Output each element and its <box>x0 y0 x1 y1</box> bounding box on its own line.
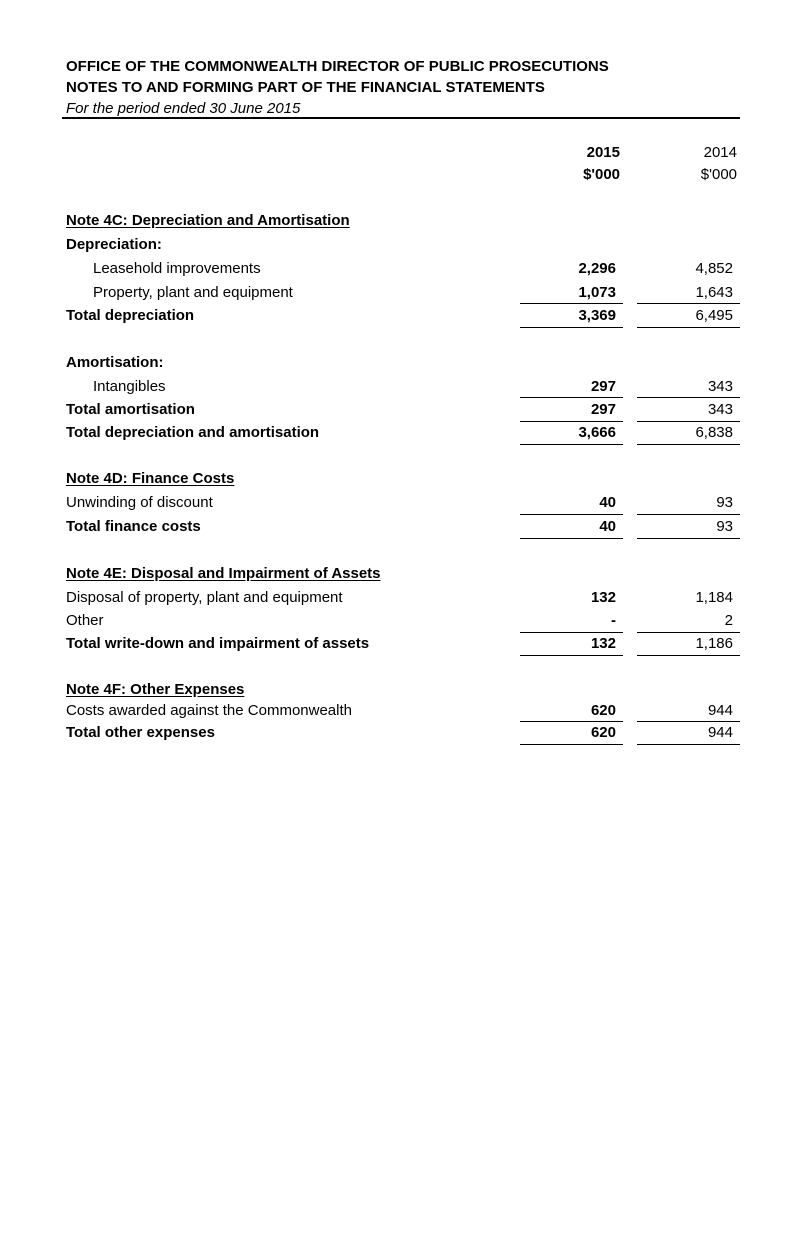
total-line <box>520 444 623 445</box>
subtotal-line <box>520 303 623 304</box>
amortisation-heading-row <box>0 352 803 374</box>
value-2014: 1,184 <box>695 589 733 606</box>
value-2015: 132 <box>590 635 616 652</box>
value-2014: 6,495 <box>695 307 733 324</box>
total-line <box>637 538 740 539</box>
total-line <box>520 327 623 328</box>
row-label: Total write-down and impairment of assets <box>66 635 370 652</box>
value-2014: 944 <box>707 724 733 741</box>
total-row <box>0 399 803 421</box>
row-label: Leasehold improvements <box>93 260 261 277</box>
row-label: Unwinding of discount <box>66 494 213 511</box>
note-4c-title: Note 4C: Depreciation and Amortisation <box>66 212 350 229</box>
total-row <box>0 633 803 655</box>
row-label: Total other expenses <box>66 724 215 741</box>
row-label: Property, plant and equipment <box>93 284 293 301</box>
value-2014: 6,838 <box>695 424 733 441</box>
column-year-2014: 2014 <box>703 144 737 161</box>
value-2014: 2 <box>724 612 733 629</box>
total-row <box>0 722 803 744</box>
total-row <box>0 422 803 444</box>
agency-title: OFFICE OF THE COMMONWEALTH DIRECTOR OF PUBLIC PROSECUTIONS <box>66 58 609 75</box>
total-line <box>637 744 740 745</box>
note-4e-title: Note 4E: Disposal and Impairment of Assets <box>66 565 381 582</box>
total-line <box>637 327 740 328</box>
table-row <box>0 492 803 514</box>
total-row <box>0 305 803 327</box>
value-2014: 93 <box>716 494 733 511</box>
value-2014: 4,852 <box>695 260 733 277</box>
column-header-2015 <box>520 142 620 186</box>
table-row <box>0 610 803 632</box>
table-row <box>0 282 803 304</box>
value-2015: - <box>611 612 616 629</box>
amortisation-heading: Amortisation: <box>66 354 164 371</box>
table-row <box>0 258 803 280</box>
total-line <box>520 744 623 745</box>
table-row <box>0 700 803 722</box>
value-2015: 620 <box>590 724 616 741</box>
value-2015: 3,369 <box>578 307 616 324</box>
value-2014: 93 <box>716 518 733 535</box>
value-2014: 1,186 <box>695 635 733 652</box>
total-line <box>637 444 740 445</box>
column-header-2014 <box>637 142 737 186</box>
value-2014: 944 <box>707 702 733 719</box>
row-label: Other <box>66 612 104 629</box>
period-subtitle: For the period ended 30 June 2015 <box>66 100 301 117</box>
note-4e-title-row <box>0 563 803 585</box>
total-line <box>520 538 623 539</box>
subtotal-line <box>637 303 740 304</box>
value-2014: 1,643 <box>695 284 733 301</box>
row-label: Total depreciation <box>66 307 195 324</box>
value-2015: 2,296 <box>578 260 616 277</box>
subtotal-line <box>637 397 740 398</box>
column-unit-2014: $'000 <box>700 166 737 183</box>
value-2015: 297 <box>590 378 616 395</box>
note-4f-title-row <box>0 679 803 701</box>
value-2014: 343 <box>707 401 733 418</box>
document-header <box>66 56 740 119</box>
subtotal-line <box>637 514 740 515</box>
subtotal-line <box>520 514 623 515</box>
total-line <box>520 655 623 656</box>
value-2015: 132 <box>590 589 616 606</box>
table-row <box>0 587 803 609</box>
note-4f-title: Note 4F: Other Expenses <box>66 681 245 698</box>
column-unit-2015: $'000 <box>583 166 620 183</box>
row-label: Intangibles <box>93 378 166 395</box>
depreciation-heading: Depreciation: <box>66 236 162 253</box>
row-label: Total finance costs <box>66 518 201 535</box>
row-label: Costs awarded against the Commonwealth <box>66 702 352 719</box>
statement-title: NOTES TO AND FORMING PART OF THE FINANCIAL STATEMENTS <box>66 79 545 96</box>
note-4c-title-row <box>0 210 803 232</box>
value-2015: 40 <box>599 518 616 535</box>
value-2014: 343 <box>707 378 733 395</box>
value-2015: 40 <box>599 494 616 511</box>
depreciation-heading-row <box>0 234 803 256</box>
subtotal-line <box>520 397 623 398</box>
total-line <box>637 655 740 656</box>
value-2015: 620 <box>590 702 616 719</box>
row-label: Total depreciation and amortisation <box>66 424 320 441</box>
column-year-2015: 2015 <box>586 144 620 161</box>
value-2015: 1,073 <box>578 284 616 301</box>
table-row <box>0 376 803 398</box>
note-4d-title-row <box>0 468 803 490</box>
header-rule <box>62 117 740 119</box>
value-2015: 3,666 <box>578 424 616 441</box>
row-label: Disposal of property, plant and equipment <box>66 589 343 606</box>
total-row <box>0 516 803 538</box>
row-label: Total amortisation <box>66 401 195 418</box>
value-2015: 297 <box>590 401 616 418</box>
note-4d-title: Note 4D: Finance Costs <box>66 470 235 487</box>
